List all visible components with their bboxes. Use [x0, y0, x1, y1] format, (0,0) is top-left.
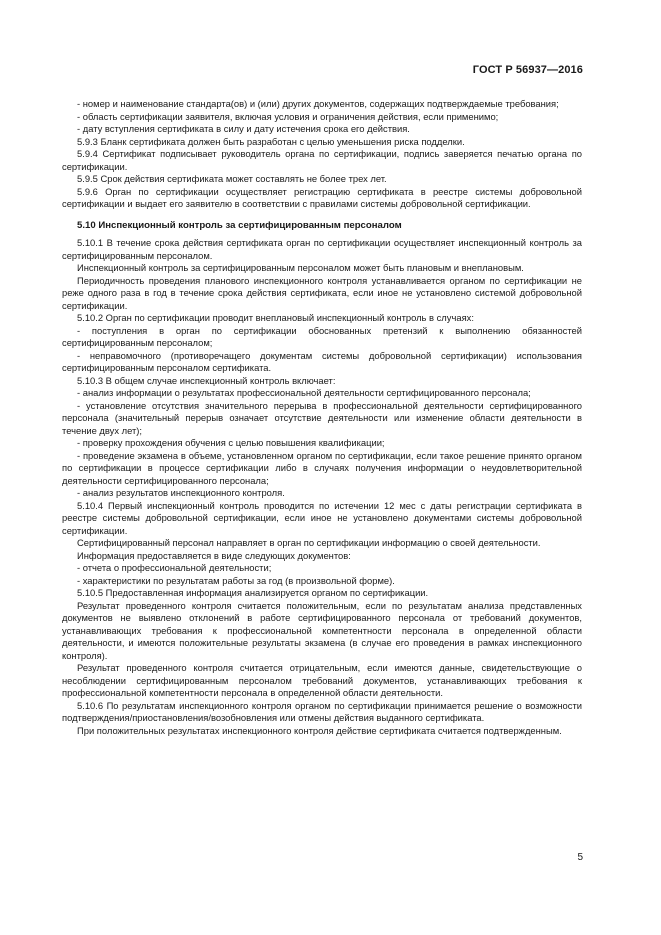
page-number: 5	[577, 852, 583, 863]
document-body	[62, 98, 582, 737]
paragraph: 5.10.6 По результатам инспекционного контроля органом по сертификации принимается решение о возможности подтверждения/приостановления/возобновления или отмены действия выданного сертификата.	[62, 699, 582, 723]
paragraph: - номер и наименование стандарта(ов) и (или) других документов, содержащих подтверждаемые требования;	[77, 98, 559, 109]
paragraph: - установление отсутствия значительного перерыва в профессиональной деятельности сертифицированного персонала (значительный перерыв означает отсутствие деятельности или изменение области деятельности в течение двух лет);	[62, 399, 582, 436]
paragraph: Информация предоставляется в виде следующих документов:	[77, 549, 351, 561]
paragraph: 5.9.5 Срок действия сертификата может составлять не более трех лет.	[77, 173, 387, 184]
paragraph: Сертифицированный персонал направляет в орган по сертификации информацию о своей деятельности.	[77, 537, 541, 548]
paragraph: - характеристики по результатам работы за год (в произвольной форме).	[77, 574, 395, 586]
paragraph: - проведение экзамена в объеме, установленном органом по сертификации, если такое решение принято органом по сертификации в процессе сертификации либо в случаях получения информации о неудовлетворительной деятельности сертифицированного персонала;	[62, 449, 582, 486]
paragraph: 5.9.6 Орган по сертификации осуществляет регистрацию сертификата в реестре системы добровольной сертификации и выдает его заявителю в соответствии с правилами системы добровольной сертификации.	[62, 185, 582, 209]
section-heading: 5.10 Инспекционный контроль за сертифицированным персоналом	[77, 219, 402, 231]
paragraph: Результат проведенного контроля считается положительным, если по результатам анализа представленных документов не выявлено отклонений в работе сертифицированного персонала от требований документов, устанавливающих требования к профессиональной компетентности персонала в определенной области деятельности, и имеются положительные результаты экзамена (в случае его проведения в рамках инспекционного контроля).	[62, 599, 582, 661]
paragraph: 5.10.3 В общем случае инспекционный контроль включает:	[77, 374, 336, 386]
paragraph: - анализ результатов инспекционного контроля.	[77, 487, 285, 498]
paragraph: Инспекционный контроль за сертифицированным персоналом может быть плановым и внеплановым.	[77, 262, 524, 273]
paragraph: - дату вступления сертификата в силу и дату истечения срока его действия.	[77, 123, 410, 134]
paragraph: 5.9.3 Бланк сертификата должен быть разработан с целью уменьшения риска подделки.	[77, 135, 465, 147]
paragraph: - анализ информации о результатах профессиональной деятельности сертифицированного персонала;	[77, 387, 531, 398]
paragraph: 5.10.1 В течение срока действия сертификата орган по сертификации осуществляет инспекционный контроль за сертифицированным персоналом.	[62, 237, 582, 261]
paragraph: - проверку прохождения обучения с целью повышения квалификации;	[77, 437, 385, 448]
paragraph: 5.10.4 Первый инспекционный контроль проводится по истечении 12 мес с даты регистрации сертификата в реестре системы добровольной сертификации, если иное не установлено документами системы добровольной сертификации.	[62, 499, 582, 536]
paragraph: 5.10.5 Предоставленная информация анализируется органом по сертификации.	[77, 587, 429, 598]
paragraph: - неправомочного (противоречащего документам системы добровольной сертификации) использования сертифицированным персоналом сертификата.	[62, 349, 582, 373]
paragraph: При положительных результатах инспекционного контроля действие сертификата считается подтвержденным.	[77, 724, 562, 736]
standard-code: ГОСТ Р 56937—2016	[472, 64, 583, 76]
paragraph: 5.10.2 Орган по сертификации проводит внеплановый инспекционный контроль в случаях:	[77, 312, 474, 323]
paragraph: 5.9.4 Сертификат подписывает руководитель органа по сертификации, подпись заверяется печатью органа по сертификации.	[62, 148, 582, 172]
paragraph: Периодичность проведения планового инспекционного контроля устанавливается органом по сертификации не реже одного раза в год в течение срока действия сертификата, если иное не установлено системой добровольной сертификации.	[62, 274, 582, 311]
paragraph: - область сертификации заявителя, включая условия и ограничения действия, если применимо;	[77, 110, 499, 122]
paragraph: - отчета о профессиональной деятельности;	[77, 562, 272, 573]
paragraph: Результат проведенного контроля считается отрицательным, если имеются данные, свидетельствующие о несоблюдении сертифицированным персоналом требований документов, устанавливающих требования к профессиональной компетентности персонала в определенной области деятельности.	[62, 662, 582, 698]
paragraph: - поступления в орган по сертификации обоснованных претензий к выполнению обязанностей сертифицированным персоналом;	[62, 324, 582, 348]
